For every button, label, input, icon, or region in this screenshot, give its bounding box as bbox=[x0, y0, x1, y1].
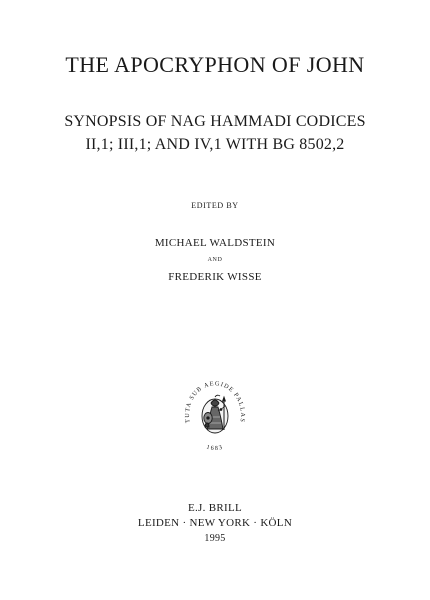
pallas-figure bbox=[202, 395, 228, 433]
editor-name-1: MICHAEL WALDSTEIN bbox=[154, 237, 276, 249]
book-title: THE APOCRYPHON OF JOHN bbox=[65, 52, 365, 77]
book-subtitle-line1: SYNOPSIS OF NAG HAMMADI CODICES bbox=[64, 113, 366, 130]
book-subtitle-line2: II,1; III,1; AND IV,1 WITH BG 8502,2 bbox=[85, 136, 345, 153]
and-label: AND bbox=[207, 257, 223, 263]
emblem-year: 1683 bbox=[205, 443, 225, 453]
edited-by-label: EDITED BY bbox=[191, 201, 239, 210]
publisher-emblem-icon bbox=[180, 373, 250, 459]
publisher-name: E.J. BRILL bbox=[187, 502, 243, 514]
emblem-motto: TUTA SUB AEGIDE PALLAS bbox=[183, 380, 247, 424]
editor-name-2: FREDERIK WISSE bbox=[168, 271, 262, 283]
publisher-cities: LEIDEN · NEW YORK · KÖLN bbox=[137, 517, 293, 529]
publication-year: 1995 bbox=[204, 533, 226, 544]
